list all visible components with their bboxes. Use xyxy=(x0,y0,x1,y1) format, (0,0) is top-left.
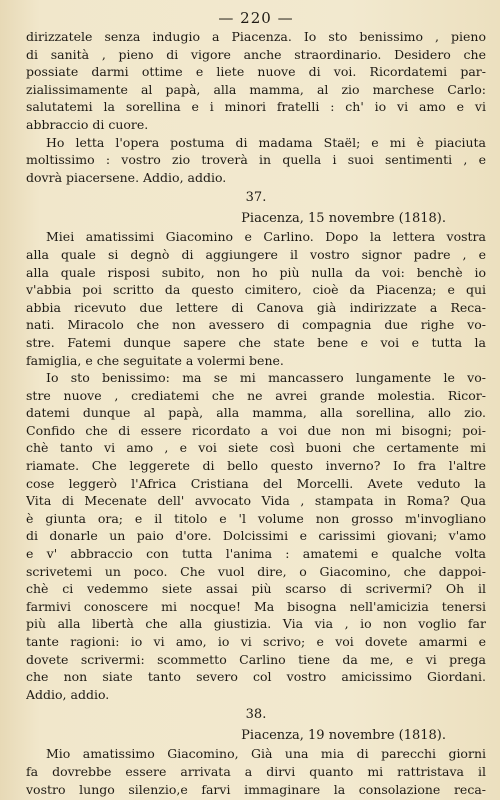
text-line: dovete scrivermi: scommetto Carlino tiene da me, e vi prega xyxy=(26,651,486,667)
text-line: alla quale si degnò di aggiungere il vostro signor padre , e xyxy=(26,246,486,262)
letter-38-paragraph-1 xyxy=(26,745,486,798)
text-line: Io sto benissimo: ma se mi mancassero lungamente le vo- xyxy=(46,370,486,386)
text-line: Mio amatissimo Giacomino, Già una mia di parecchi giorni xyxy=(46,746,486,762)
text-line: di sanità , pieno di vigore anche straordinario. Desidero che xyxy=(26,46,486,62)
text-line: Confido che di essere ricordato a voi due non mi bisogni; poi- xyxy=(26,422,486,438)
text-line: nati. Miracolo che non avessero di compagnia due righe vo- xyxy=(26,317,486,333)
text-line: tante ragioni: io vi amo, io vi scrivo; e voi dovete amarmi e xyxy=(26,634,486,649)
text-line: salutatemi la sorellina e i minori fratelli : ch' io vi amo e vi xyxy=(26,99,486,115)
text-line: vostro lungo silenzio,e farvi immaginare la consolazione reca- xyxy=(26,781,486,797)
text-line: dirizzatele senza indugio a Piacenza. Io sto benissimo , pieno xyxy=(26,29,486,44)
text-line: Vita di Mecenate dell' avvocato Vida , stampata in Roma? Qua xyxy=(26,493,486,509)
text-line: datemi dunque al papà, alla mamma, alla sorellina, allo zio. xyxy=(26,405,486,421)
text-line: cose leggerò l'Africa Cristiana del Morcelli. Avete veduto la xyxy=(26,475,486,491)
text-line: che non siate tanto severo col vostro amicissimo Giordani. xyxy=(26,669,486,685)
page-number: — 220 — xyxy=(218,9,294,27)
letter-37-date: Piacenza, 15 novembre (1818). xyxy=(241,211,446,227)
text-line: stre nuove , crediatemi che ne avrei grande molestia. Ricor- xyxy=(26,387,486,403)
text-line: riamate. Che leggerete di bello questo inverno? Io fra l'altre xyxy=(26,458,486,474)
letter-38-number: 38. xyxy=(245,707,267,723)
text-line: chè ci vedemmo siete assai più scarso di scrivermi? Oh il xyxy=(26,581,486,597)
text-line: dovrà piacersene. Addio, addio. xyxy=(26,169,227,185)
text-line: fa dovrebbe essere arrivata a dirvi quanto mi rattristava il xyxy=(26,763,486,779)
text-line: scrivetemi un poco. Che vuol dire, o Giacomino, che dappoi- xyxy=(26,563,486,579)
text-line: più alla libertà che alla giustizia. Via via , io non voglio far xyxy=(26,616,486,632)
letter-36-closing-paragraph xyxy=(26,28,486,134)
letter-37-number: 37. xyxy=(245,190,267,206)
text-line: zialissimamente al papà, alla mamma, al zio marchese Carlo: xyxy=(26,81,486,97)
text-line: famiglia, e che seguitate a volermi bene. xyxy=(26,352,284,368)
text-line: abbraccio di cuore. xyxy=(26,116,149,132)
text-line: stre. Fatemi dunque sapere che state bene e voi e tutta la xyxy=(26,334,486,350)
text-line: farmivi conoscere mi nocque! Ma bisogna nell'amicizia tenersi xyxy=(26,598,486,614)
letter-38-date: Piacenza, 19 novembre (1818). xyxy=(241,728,446,744)
text-line: e v' abbraccio con tutta l'anima : amatemi e qualche volta xyxy=(26,546,486,562)
letter-37-paragraph-1 xyxy=(26,228,486,369)
text-line: v'abbia poi scritto da questo cimitero, cioè da Piacenza; e qui xyxy=(26,282,486,298)
text-line: Miei amatissimi Giacomino e Carlino. Dopo la lettera vostra xyxy=(46,229,486,245)
text-line: Addio, addio. xyxy=(26,686,110,702)
text-line: alla quale risposi subito, non ho più nulla da voi: benchè io xyxy=(26,264,486,280)
letter-36-postscript xyxy=(26,134,486,187)
text-line: è giunta ora; e il titolo e 'l volume non grosso m'invogliano xyxy=(26,510,486,526)
letter-37-paragraph-2 xyxy=(26,369,486,703)
text-line: abbia ricevuto due lettere di Canova già indirizzate a Reca- xyxy=(26,299,486,315)
text-line: di donarle un paio d'ore. Dolcissimi e carissimi giovani; v'amo xyxy=(26,528,486,544)
text-line: possiate darmi ottime e liete nuove di voi. Ricordatemi par- xyxy=(26,64,486,80)
text-line: Ho letta l'opera postuma di madama Staël; e mi è piaciuta xyxy=(46,134,486,150)
text-line: moltissimo : vostro zio troverà in quella i suoi sentimenti , e xyxy=(26,152,486,168)
text-line: chè tanto vi amo , e voi siete così buoni che certamente mi xyxy=(26,440,486,456)
